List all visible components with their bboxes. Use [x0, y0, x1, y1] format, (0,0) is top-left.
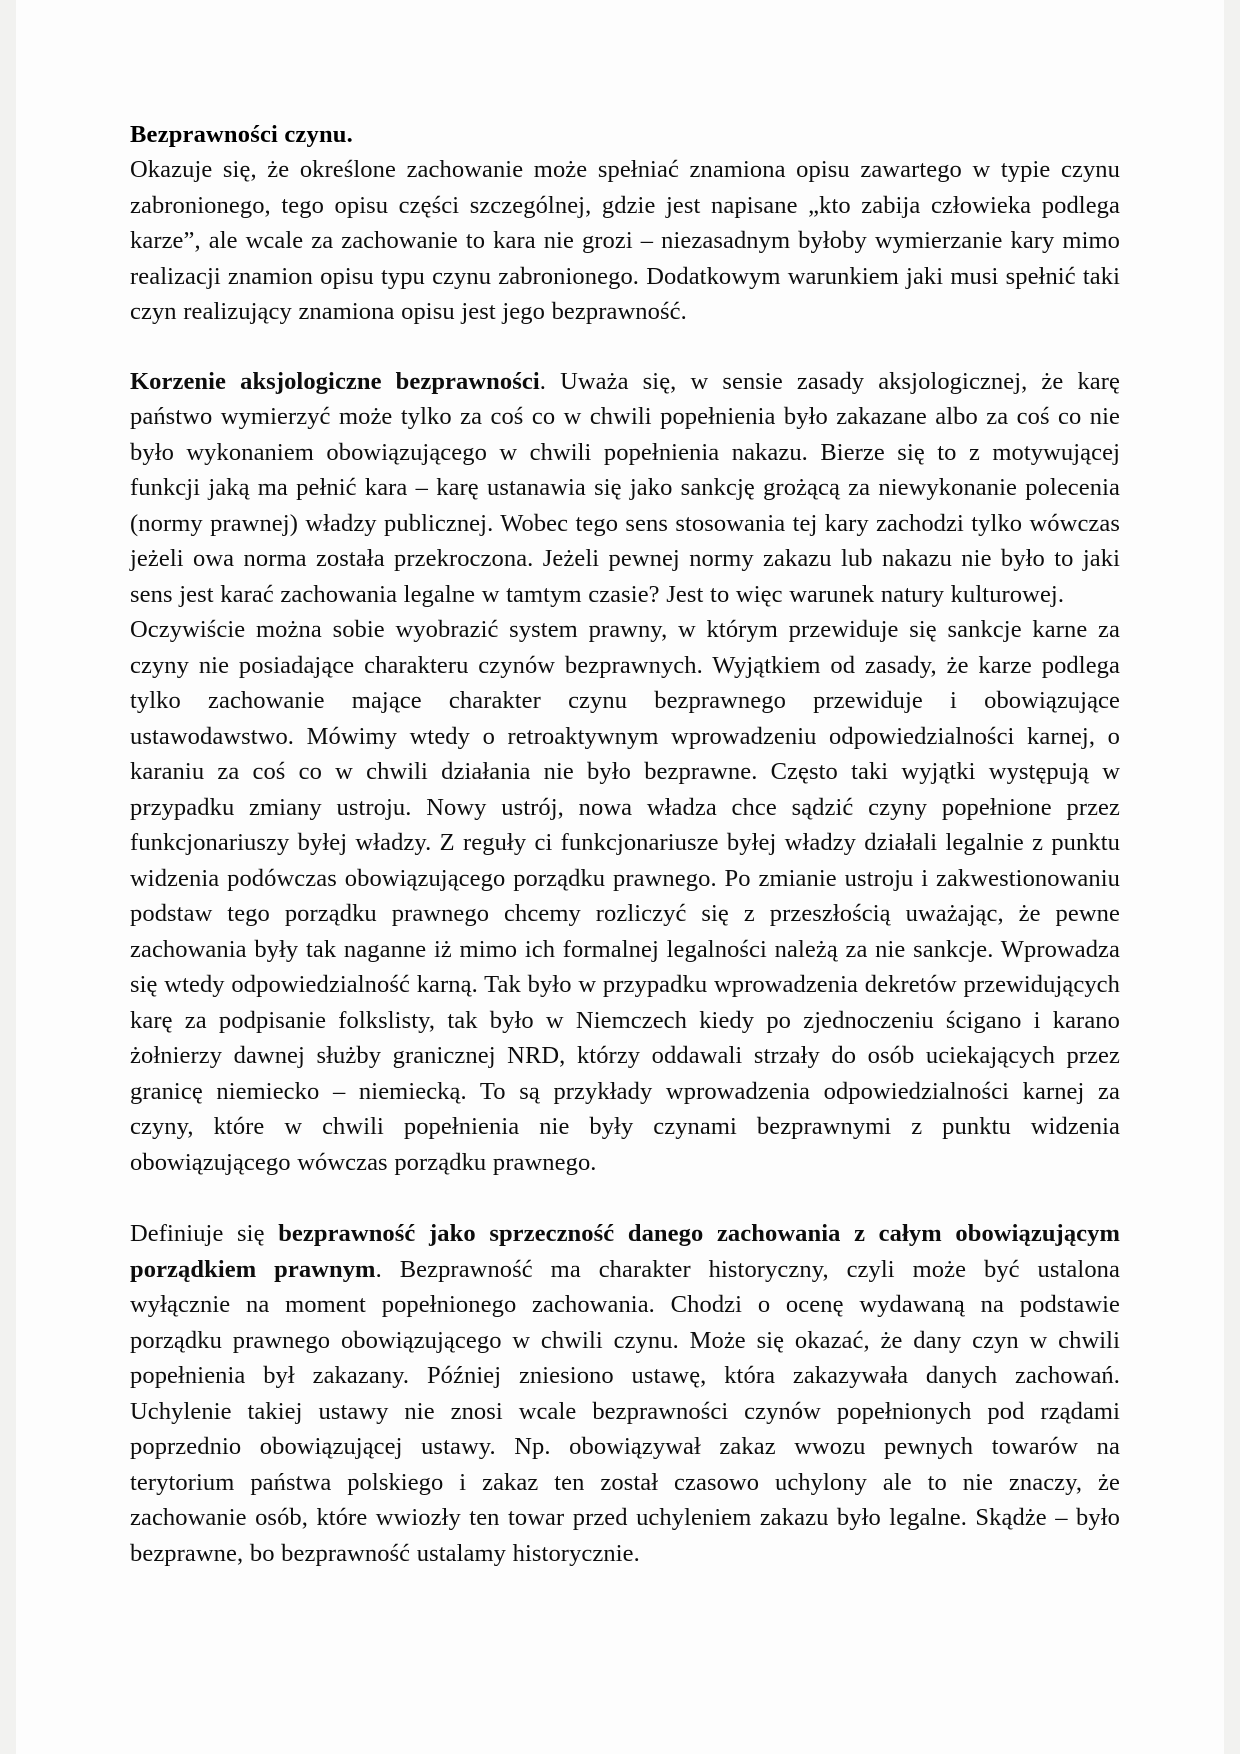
paragraph-bezprawnosci-czynu: Okazuje się, że określone zachowanie może spełniać znamiona opisu zawartego w typie czynu zabronionego, tego opisu części szczególnej, gdzie jest napisane „kto zabija człowieka podlega karze”, ale wcale za zachowanie to kara nie grozi – niezasadnym byłoby wymierzanie kary mimo realizacji znamion opisu typu czynu zabronionego. Dodatkowym warunkiem jaki musi spełnić taki czyn realizujący znamiona opisu jest jego bezprawność.	[130, 156, 1120, 325]
paragraph-system-prawny: Oczywiście można sobie wyobrazić system prawny, w którym przewiduje się sankcje karne za czyny nie posiadające charakteru czynów bezprawnych. Wyjątkiem od zasady, że karze podlega tylko zachowanie mające charakter czynu bezprawnego przewiduje i obowiązujące ustawodawstwo. Mówimy wtedy o retroaktywnym wprowadzeniu odpowiedzialności karnej, o karaniu za coś co w chwili działania nie było bezprawne. Często taki wyjątki występują w przypadku zmiany ustroju. Nowy ustrój, nowa władza chce sądzić czyny popełnione przez funkcjonariuszy byłej władzy. Z reguły ci funkcjonariusze byłej władzy działali legalnie z punktu widzenia podówczas obowiązującego porządku prawnego. Po zmianie ustroju i zakwestionowaniu podstaw tego porządku prawnego chcemy rozliczyć się z przeszłością uważając, że pewne zachowania były tak naganne iż mimo ich formalnej legalności należą za nie sankcje. Wprowadza się wtedy odpowiedzialność karną. Tak było w przypadku wprowadzenia dekretów przewidujących karę za podpisanie folkslisty, tak było w Niemczech kiedy po zjednoczeniu ścigano i karano żołnierzy dawnej służby granicznej NRD, którzy oddawali strzały do osób uciekających przez granicę niemiecko – niemiecką. To są przykłady wprowadzenia odpowiedzialności karnej za czyny, które w chwili popełnienia nie były czynami bezprawnymi z punktu widzenia obowiązującego wówczas porządku prawnego.	[130, 616, 1120, 1176]
paragraph-spacer	[130, 1180, 1120, 1216]
definition-body-text: . Bezprawność ma charakter historyczny, czyli może być ustalona wyłącznie na moment popełnionego zachowania. Chodzi o ocenę wydawaną na podstawie porządku prawnego obowiązującego w chwili czynu. Może się okazać, że dany czyn w chwili popełnienia był zakazany. Później zniesiono ustawę, która zakazywała danych zachowań. Uchylenie takiej ustawy nie znosi wcale bezprawności czynów popełnionych pod rządami poprzednio obowiązującej ustawy. Np. obowiązywał zakaz wwozu pewnych towarów na terytorium państwa polskiego i zakaz ten został czasowo uchylony ale to nie znaczy, że zachowanie osób, które wwiozły ten towar przed uchyleniem zakazu było legalne. Skądże – było bezprawne, bo bezprawność ustalamy historycznie.	[130, 1255, 1120, 1567]
section-heading-block	[130, 118, 1120, 152]
definition-lead-text: Definiuje się	[130, 1220, 279, 1247]
page-content-column	[130, 118, 1120, 1571]
page-title: Bezprawności czynu.	[130, 121, 353, 148]
paragraph-korzenie-aksjologiczne	[130, 364, 1120, 613]
paragraph-korzenie-body: . Uważa się, w sensie zasady aksjologicznej, że karę państwo wymierzyć może tylko za coś co w chwili popełnienia było zakazane albo za coś co nie było wykonaniem obowiązującego w chwili popełnienia nakazu. Bierze się to z motywującej funkcji jaką ma pełnić kara – karę ustanawia się jako sankcję grożącą za niewykonanie polecenia (normy prawnej) władzy publicznej. Wobec tego sens stosowania tej kary zachodzi tylko wówczas jeżeli owa norma została przekroczona. Jeżeli pewnej normy zakazu lub nakazu nie było to jaki sens jest karać zachowania legalne w tamtym czasie? Jest to więc warunek natury kulturowej.	[130, 367, 1120, 608]
paragraph-spacer	[130, 330, 1120, 364]
definition-bold-term: bezprawność jako sprzeczność danego zachowania z całym obowiązującym porządkiem prawnym	[130, 1220, 1120, 1283]
inline-heading-korzenie: Korzenie aksjologiczne bezprawności	[130, 367, 540, 395]
paragraph-definicja-bezprawnosci	[130, 1216, 1120, 1571]
